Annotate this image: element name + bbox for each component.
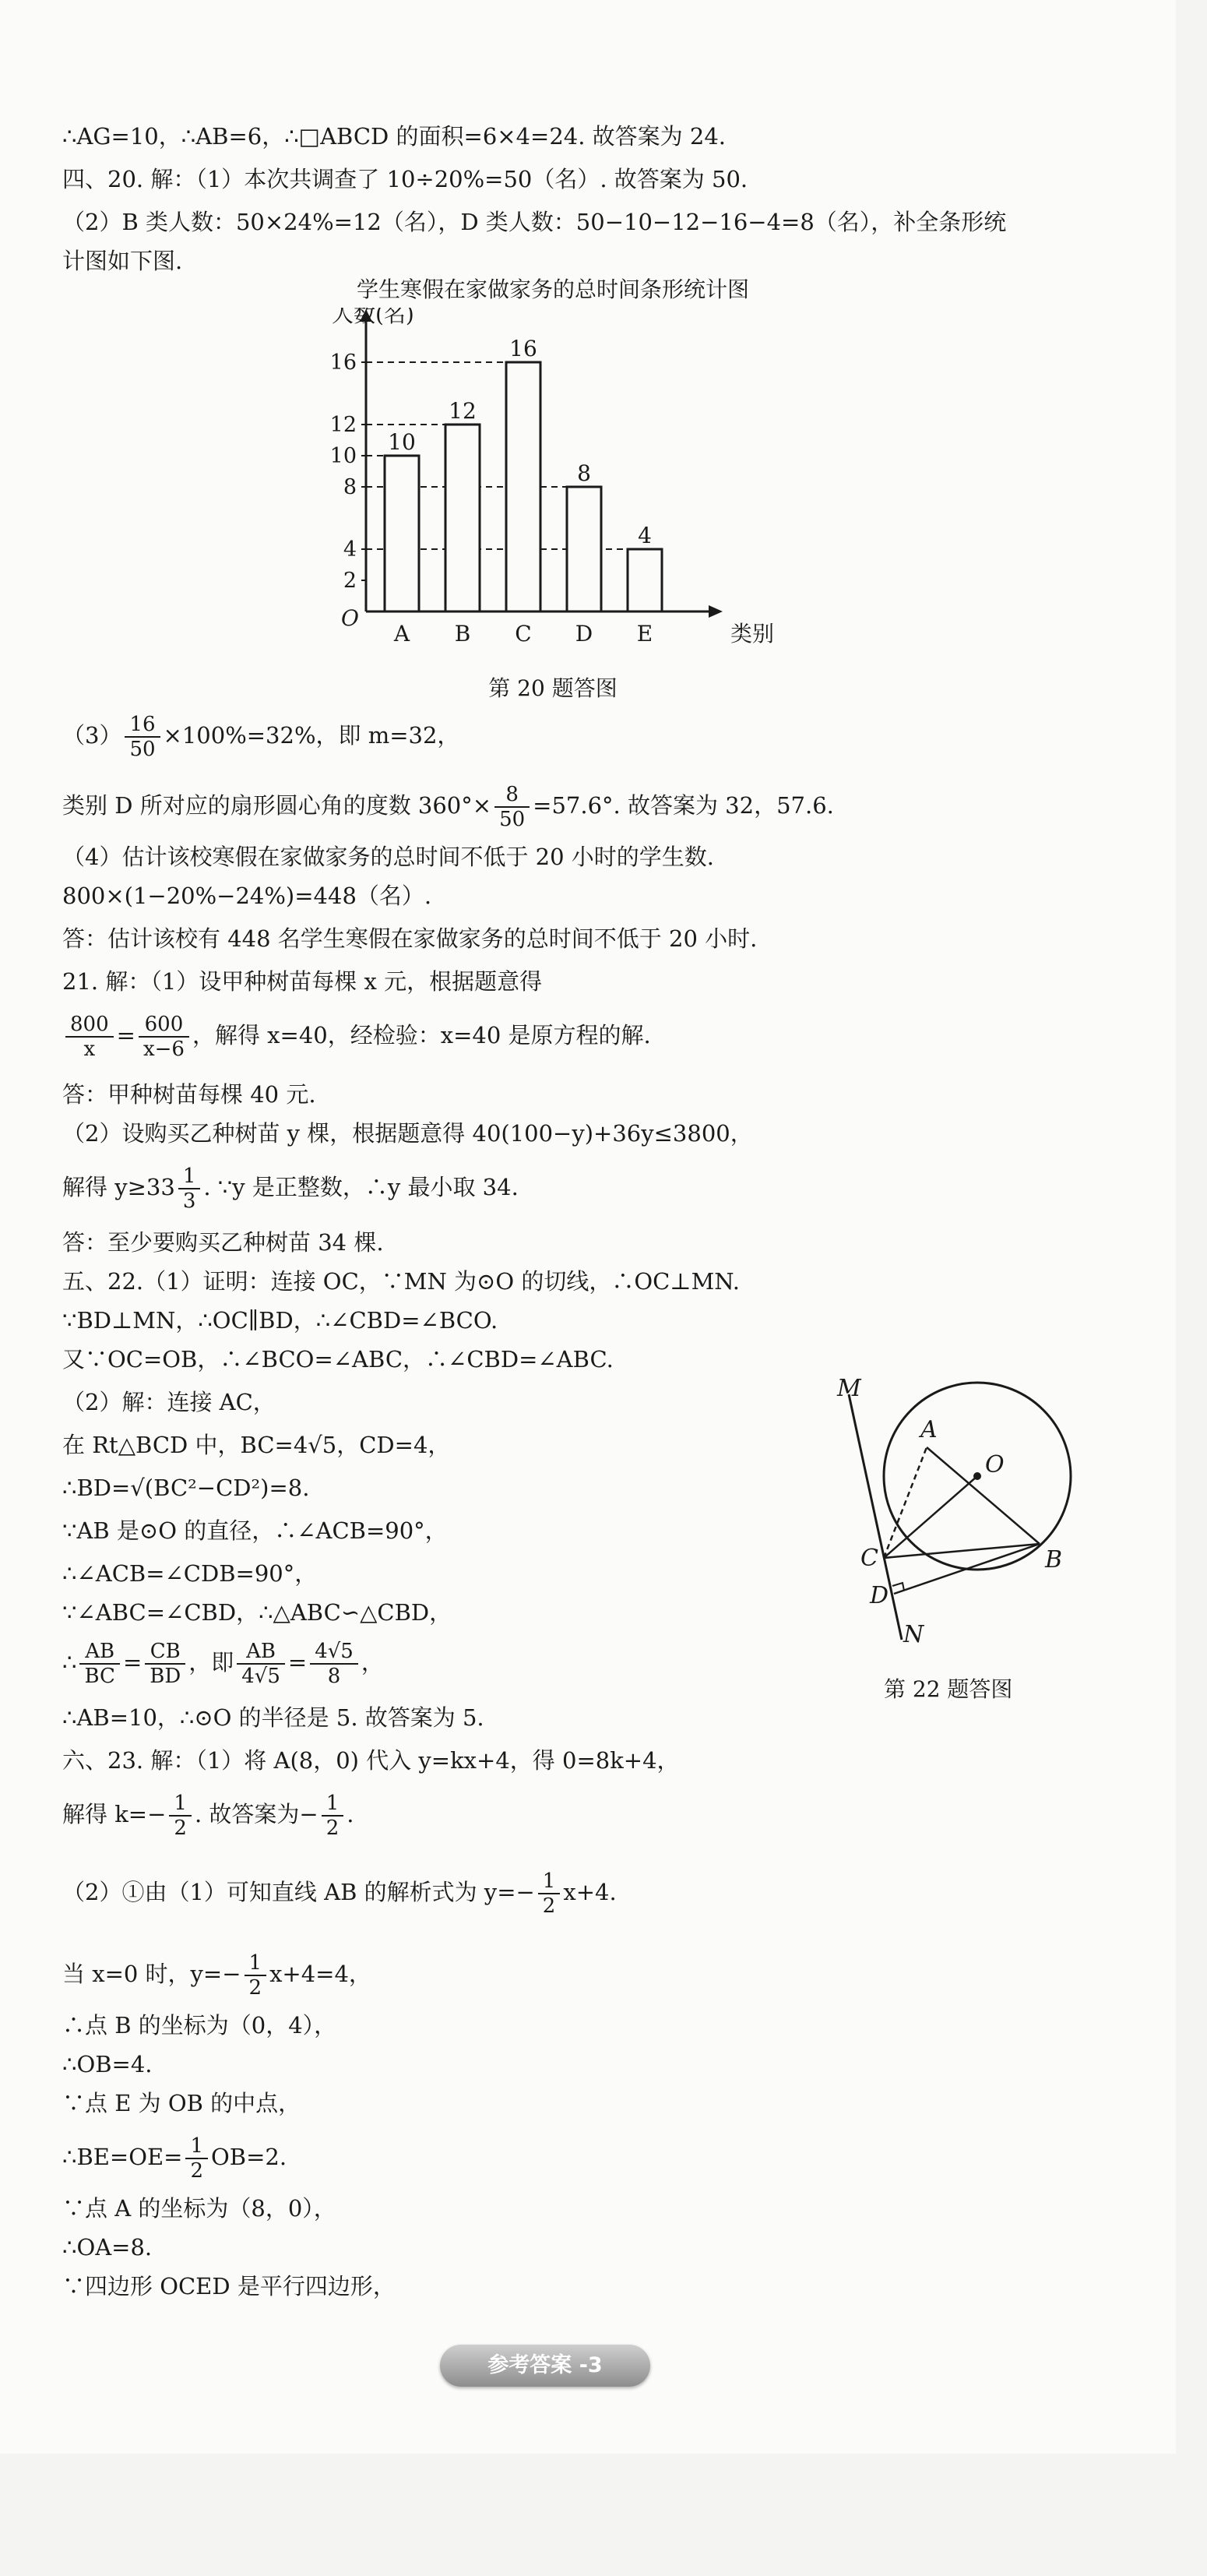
text-line: ∴OB=4.: [62, 2051, 153, 2077]
numerator: 1: [178, 1165, 201, 1189]
figure-caption: 第 22 题答图: [884, 1676, 1013, 1702]
denominator: BD: [150, 1665, 181, 1688]
text-segment: x+4.: [563, 1879, 617, 1905]
denominator: 8: [327, 1665, 341, 1688]
label-a: A: [920, 1416, 938, 1443]
chart-title: 学生寒假在家做家务的总时间条形统计图: [356, 277, 749, 302]
text-line: （4）估计该校寒假在家做家务的总时间不低于 20 小时的学生数.: [62, 844, 715, 870]
text-line: 又∵OC=OB，∴∠BCO=∠ABC，∴∠CBD=∠ABC.: [62, 1346, 614, 1373]
fraction: [322, 1792, 344, 1840]
text-line: （2）解：连接 AC，: [62, 1389, 276, 1415]
fraction: [494, 783, 530, 831]
segment-ca: [884, 1447, 927, 1558]
right-angle-mark: [892, 1583, 904, 1591]
fraction: [65, 1013, 114, 1061]
y-axis-label: 人数(名): [332, 308, 414, 327]
fraction: [310, 1640, 358, 1688]
x-tick-label: B: [454, 621, 471, 647]
y-tick-label: 10: [329, 444, 357, 468]
fraction: [245, 1951, 267, 2000]
text-line: [62, 713, 459, 761]
text-segment: 当 x=0 时，y=−: [62, 1961, 241, 1987]
denominator: 4√5: [241, 1665, 280, 1688]
bar-value-label: 8: [577, 460, 591, 486]
text-line: ∵BD⊥MN，∴OC∥BD，∴∠CBD=∠BCO.: [62, 1307, 498, 1334]
numerator: 1: [169, 1792, 192, 1817]
numerator: 8: [494, 783, 530, 808]
denominator: 50: [499, 808, 526, 831]
denominator: x: [83, 1038, 96, 1061]
text-line: ∴ $\frac{AB}{BC}$ = $\frac{CB}{BD}$ ，即 $\frac{AB}{4√5}$ = $\frac{4√5}{8}$ ，: [62, 1640, 384, 1688]
text-segment: 解得 y≥33: [62, 1174, 175, 1200]
text-segment: =57.6°. 故答案为 32，57.6.: [533, 792, 834, 819]
numerator: CB: [145, 1640, 185, 1665]
numerator: AB: [237, 1640, 285, 1665]
label-m: M: [837, 1379, 861, 1402]
text-line: ∵∠ABC=∠CBD，∴△ABC∽△CBD，: [62, 1599, 452, 1626]
text-line: ∵AB 是⊙O 的直径，∴∠ACB=90°，: [62, 1517, 448, 1544]
text-line: 800×(1−20%−24%)=448（名）.: [62, 883, 432, 909]
footer-page-label: 参考答案 -3: [440, 2345, 650, 2387]
text-line: 六、23. 解：（1）将 A(8，0) 代入 y=kx+4，得 0=8k+4，: [62, 1747, 680, 1774]
point-o: [973, 1472, 981, 1480]
denominator: 3: [182, 1189, 196, 1213]
x-tick-label: D: [575, 621, 593, 647]
text-segment: 类别 D 所对应的扇形圆心角的度数 360°×: [62, 792, 492, 819]
numerator: 600: [139, 1013, 189, 1038]
text-line: ∵点 E 为 OB 的中点，: [62, 2090, 301, 2116]
text-segment: =: [116, 1022, 135, 1048]
denominator: BC: [84, 1665, 115, 1688]
text-line: 计图如下图.: [62, 248, 183, 274]
text-segment: ×100%=32%，即 m=32，: [163, 722, 460, 749]
text-line: [62, 1165, 519, 1213]
text-line: （2）设购买乙种树苗 y 棵，根据题意得 40(100−y)+36y≤3800，: [62, 1120, 753, 1147]
y-tick-label: 8: [343, 475, 357, 499]
bar-value-label: 4: [638, 523, 652, 548]
numerator: 1: [322, 1792, 344, 1817]
x-tick-label: E: [636, 621, 653, 647]
text-segment: x+4=4，: [269, 1961, 371, 1987]
bar-value-label: 10: [388, 429, 416, 455]
fraction: [178, 1165, 201, 1213]
label-n: N: [903, 1621, 924, 1648]
fraction: [185, 2134, 208, 2183]
fraction: [79, 1640, 119, 1688]
denominator: 2: [542, 1894, 556, 1918]
origin-label: O: [341, 605, 359, 631]
text-line: 答：估计该校有 448 名学生寒假在家做家务的总时间不低于 20 小时.: [62, 925, 758, 952]
bar: [567, 487, 601, 611]
fraction: [169, 1792, 192, 1840]
text-line: ∴AB=10，∴⊙O 的半径是 5. 故答案为 5.: [62, 1704, 484, 1731]
text-line: ∴AG=10，∴AB=6，∴□ABCD 的面积=6×4=24. 故答案为 24.: [62, 123, 726, 150]
chart-caption: 第 20 题答图: [488, 675, 618, 701]
text-line: [62, 1792, 354, 1840]
fraction: [237, 1640, 285, 1688]
denominator: 2: [174, 1817, 187, 1840]
denominator: 2: [326, 1817, 340, 1840]
numerator: AB: [79, 1640, 119, 1665]
text-segment: ∴BE=OE=: [62, 2144, 183, 2170]
numerator: 800: [65, 1013, 114, 1038]
text-line: [62, 2134, 287, 2183]
label-c: C: [860, 1545, 878, 1572]
fraction: [125, 713, 160, 761]
x-axis-label: 类别: [730, 621, 775, 647]
y-tick-label: 12: [329, 413, 357, 437]
denominator: 2: [190, 2159, 204, 2183]
x-axis-arrow: [709, 605, 723, 618]
text-line: ∵点 A 的坐标为（8，0），: [62, 2195, 336, 2222]
text-line: 答：至少要购买乙种树苗 34 棵.: [62, 1229, 384, 1256]
text-line: ∴∠ACB=∠CDB=90°，: [62, 1560, 318, 1587]
text-segment: . ∵y 是正整数，∴y 最小取 34.: [203, 1174, 519, 1200]
text-line: 四、20. 解：（1）本次共调查了 10÷20%=50（名）. 故答案为 50.: [62, 166, 748, 192]
text-line: 21. 解：（1）设甲种树苗每棵 x 元，根据题意得: [62, 968, 543, 995]
numerator: 1: [185, 2134, 208, 2159]
bar-chart: [304, 308, 802, 654]
denominator: x−6: [143, 1038, 185, 1061]
text-segment: 解得 k=−: [62, 1801, 167, 1827]
bar-value-label: 12: [449, 398, 477, 424]
denominator: 2: [248, 1976, 262, 2000]
y-tick-label: 16: [329, 351, 357, 375]
geometry-figure: [833, 1379, 1145, 1709]
text-line: 答：甲种树苗每棵 40 元.: [62, 1081, 316, 1108]
text-segment: ，即: [188, 1649, 234, 1676]
text-line: 在 Rt△BCD 中，BC=4√5，CD=4，: [62, 1432, 451, 1458]
bar-chart-svg: [304, 308, 802, 650]
text-line: [62, 1013, 651, 1061]
segment-co: [884, 1476, 977, 1558]
label-d: D: [870, 1582, 889, 1609]
fraction: [145, 1640, 185, 1688]
fraction: [139, 1013, 189, 1061]
numerator: 16: [125, 713, 160, 738]
text-segment: .: [347, 1801, 354, 1827]
text-segment: ，解得 x=40，经检验：x=40 是原方程的解.: [192, 1022, 651, 1048]
text-line: [62, 1951, 371, 2000]
text-line: [62, 783, 834, 831]
text-segment: . 故答案为−: [194, 1801, 318, 1827]
text-line: 五、22.（1）证明：连接 OC，∵MN 为⊙O 的切线，∴OC⊥MN.: [62, 1268, 741, 1295]
y-tick-label: 4: [343, 537, 357, 562]
bar-value-label: 16: [509, 336, 537, 361]
text-line: （2）B 类人数：50×24%=12（名），D 类人数：50−10−12−16−4=8（名），补全条形统: [62, 209, 1007, 235]
text-line: ∵四边形 OCED 是平行四边形，: [62, 2273, 396, 2299]
text-line: ∴BD=√(BC²−CD²)=8.: [62, 1475, 310, 1501]
text-segment: ，: [361, 1649, 384, 1676]
y-tick-label: 2: [343, 569, 357, 593]
bar: [628, 549, 662, 611]
text-line: [62, 1869, 617, 1918]
bar: [385, 456, 419, 611]
denominator: 50: [129, 738, 156, 761]
numerator: 1: [538, 1869, 561, 1894]
x-tick-label: C: [515, 621, 532, 647]
numerator: 4√5: [310, 1640, 358, 1665]
geometry-figure-svg: [833, 1379, 1145, 1706]
text-segment: ∴: [62, 1649, 77, 1676]
numerator: 1: [245, 1951, 267, 1976]
text-segment: （2）①由（1）可知直线 AB 的解析式为 y=−: [62, 1879, 535, 1905]
text-line: ∴点 B 的坐标为（0，4），: [62, 2012, 337, 2039]
segment-ab: [927, 1447, 1040, 1544]
text-line: ∴OA=8.: [62, 2234, 153, 2261]
x-tick-label: A: [393, 621, 410, 647]
label-o: O: [985, 1451, 1005, 1478]
text-segment: （3）: [62, 722, 122, 749]
bar: [445, 425, 480, 611]
label-b: B: [1045, 1546, 1063, 1573]
fraction: [538, 1869, 561, 1918]
text-segment: OB=2.: [211, 2144, 287, 2170]
bar: [506, 362, 540, 611]
